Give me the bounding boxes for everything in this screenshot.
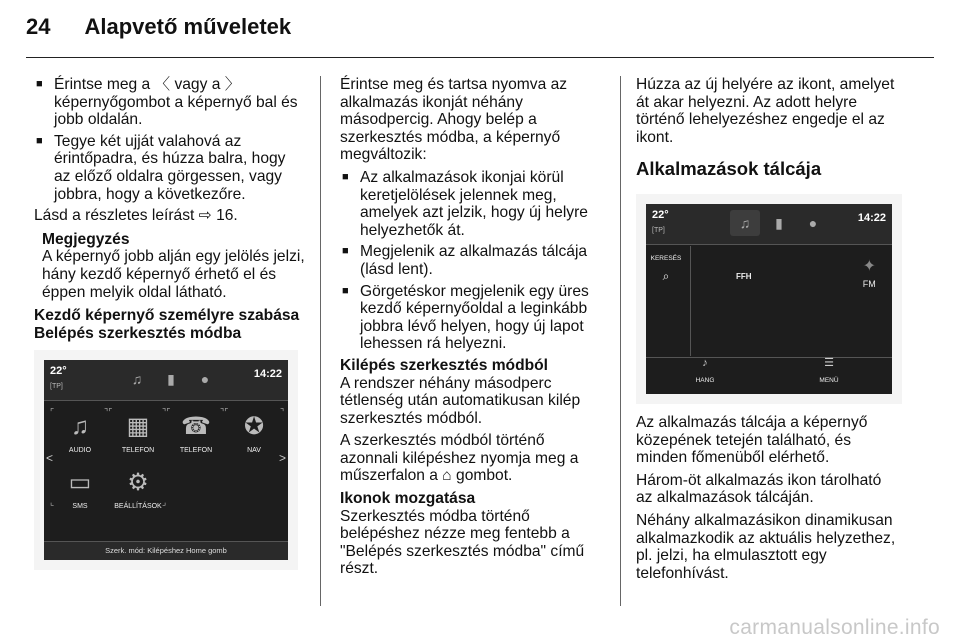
edit-frame-corner: ⌝ [280,407,285,418]
column-3 [636,76,902,587]
screen-divider [690,246,691,356]
app-phone[interactable] [114,412,162,460]
menu-button[interactable] [804,355,854,390]
app-label: AUDIO [68,447,92,455]
section-heading: Ikonok mozgatása [340,490,476,508]
section-heading: Alkalmazások tálcája [636,158,822,180]
station-name: FFH [736,271,752,281]
handset-icon: ☎ [181,413,211,441]
clock: 14:22 [253,368,282,381]
phone-icon: ▮ [167,371,175,388]
antenna-icon: ✦ [862,257,876,275]
edit-mode-screenshot [34,350,298,570]
edit-frame-corner: ⌜ [50,407,55,418]
search-button[interactable] [648,250,684,285]
watermark: carmanualsonline.info [729,616,940,639]
edit-frame-corner: ⌝⌜ [104,407,113,418]
voice-icon: ♪ [702,356,708,369]
band-indicator[interactable] [863,258,876,293]
band-label: FM [862,278,876,289]
paragraph: A rendszer néhány másodperc tétlenség után automatikusan kilép szerkesztés módból. [340,374,581,427]
music-note-icon: ♫ [71,413,89,441]
page-header [26,14,291,40]
app-nav[interactable] [230,412,278,460]
header-rule [26,57,934,58]
search-label: KERESÉS [650,254,682,262]
phone-icon[interactable]: ▮ [775,214,783,231]
edit-frame-corner: ⌝⌜ [162,407,171,418]
paragraph: Néhány alkalmazásikon dinamikusan alkalmazkodik az aktuális helyzethez, pl. jelzi, ha elmulasztott egy telefonhívást. [636,511,896,582]
see-reference: Lásd a részletes leírást ⇨ 16. [34,207,238,225]
bullet-item: ■ Tegye két ujját valahová az érintőpadra, és húzza balra, hogy az előző oldalra görgessen, vagy jobbra, hogy a következőre. [34,133,306,203]
scroll-right-arrow: > [278,451,286,466]
temperature: 22° [652,208,669,221]
search-icon: ⌕ [662,268,670,283]
screen-top-bar [44,360,288,401]
section-heading: Kezdő képernyő személyre szabása [34,307,300,325]
page-title: Alapvető műveletek [84,14,292,39]
clock: 14:22 [857,211,886,224]
screen-bottom-bar [646,357,892,394]
paragraph: Három-öt alkalmazás ikon tárolható az alkalmazások tálcáján. [636,471,882,507]
voice-label: HANG [695,377,715,385]
temperature: 22° [50,365,67,378]
tp-indicator: [TP] [50,383,63,391]
paragraph: Húzza az új helyére az ikont, amelyet át akar helyezni. Az adott helyre történő lehelyezéshez engedje el az ikont. [636,76,895,146]
app-audio[interactable] [56,412,104,460]
app-label: NAV [247,447,261,455]
music-icon[interactable]: ♫ [730,210,760,236]
circle-icon[interactable]: ● [808,214,818,231]
gear-icon: ⚙ [127,469,149,497]
edit-frame-corner: ⌝⌜ [220,407,229,418]
screen-top-bar [646,204,892,245]
section-heading: Kilépés szerkesztés módból [340,356,548,374]
note-title: Megjegyzés [42,230,130,248]
app-sms[interactable] [56,468,104,516]
paragraph: Szerkesztés módba történő belépéshez nézze meg fentebb a "Belépés szerkesztés módba" című részt. [340,507,585,578]
compass-icon: ✪ [243,413,265,441]
note-text: A képernyő jobb alján egy jelölés jelzi, hány kezdő képernyő érhető el és éppen melyik oldal látható. [42,248,305,301]
edit-mode-footer: Szerk. mód: Kilépéshez Home gomb [44,541,288,560]
app-phone-2[interactable] [172,412,220,460]
bullet-item: ■ Érintse meg a 〈 vagy a 〉 képernyőgombot a képernyő bal és jobb oldalán. [34,76,306,129]
app-label: SMS [72,503,88,511]
column-1 [34,76,306,570]
app-settings[interactable] [114,468,162,516]
app-label: TELEFON [179,447,213,455]
paragraph: Érintse meg és tartsa nyomva az alkalmazás ikonját néhány másodpercig. Ahogy belép a szerkesztés módba, a képernyő megváltozik: [340,76,568,164]
edit-frame-corner: ⌟ [162,497,167,508]
page-number: 24 [26,14,51,39]
edit-frame-corner: ⌞ [50,497,55,508]
bullet-item: ■ Görgetéskor megjelenik egy üres kezdő képernyőoldal a leginkább jobbra lévő helyen, hogy új lapot lehessen rá helyezni. [340,283,592,353]
column-2 [340,76,592,583]
paragraph: Az alkalmazás tálcája a képernyő közepének tetején található, és minden főmenüből elérhető. [636,413,868,467]
bullet-item: ■ Megjelenik az alkalmazás tálcája (lásd lent). [340,243,592,278]
app-label: BEÁLLÍTÁSOK [114,503,162,511]
keypad-icon: ▦ [126,413,150,441]
message-icon: ▭ [68,469,92,497]
paragraph: A szerkesztés módból történő azonnali kilépéshez nyomja meg a műszerfalon a ⌂ gombot. [340,432,579,485]
menu-label: MENÜ [819,377,839,385]
subsection-heading: Belépés szerkesztés módba [34,324,242,342]
menu-icon: ☰ [824,356,834,369]
app-label: TELEFON [121,447,155,455]
tp-indicator: [TP] [652,226,665,234]
bullet-item: ■ Az alkalmazások ikonjai körül keretjelölések jelennek meg, amelyek azt jelzik, hogy új helyre helyezhetők át. [340,169,592,239]
column-divider [620,76,621,606]
voice-button[interactable] [680,355,730,390]
scroll-left-arrow: < [46,451,54,466]
app-tray-screenshot [636,194,902,404]
note-block [34,231,306,301]
music-icon: ♫ [131,371,143,388]
column-divider [320,76,321,606]
circle-icon: ● [200,371,210,388]
